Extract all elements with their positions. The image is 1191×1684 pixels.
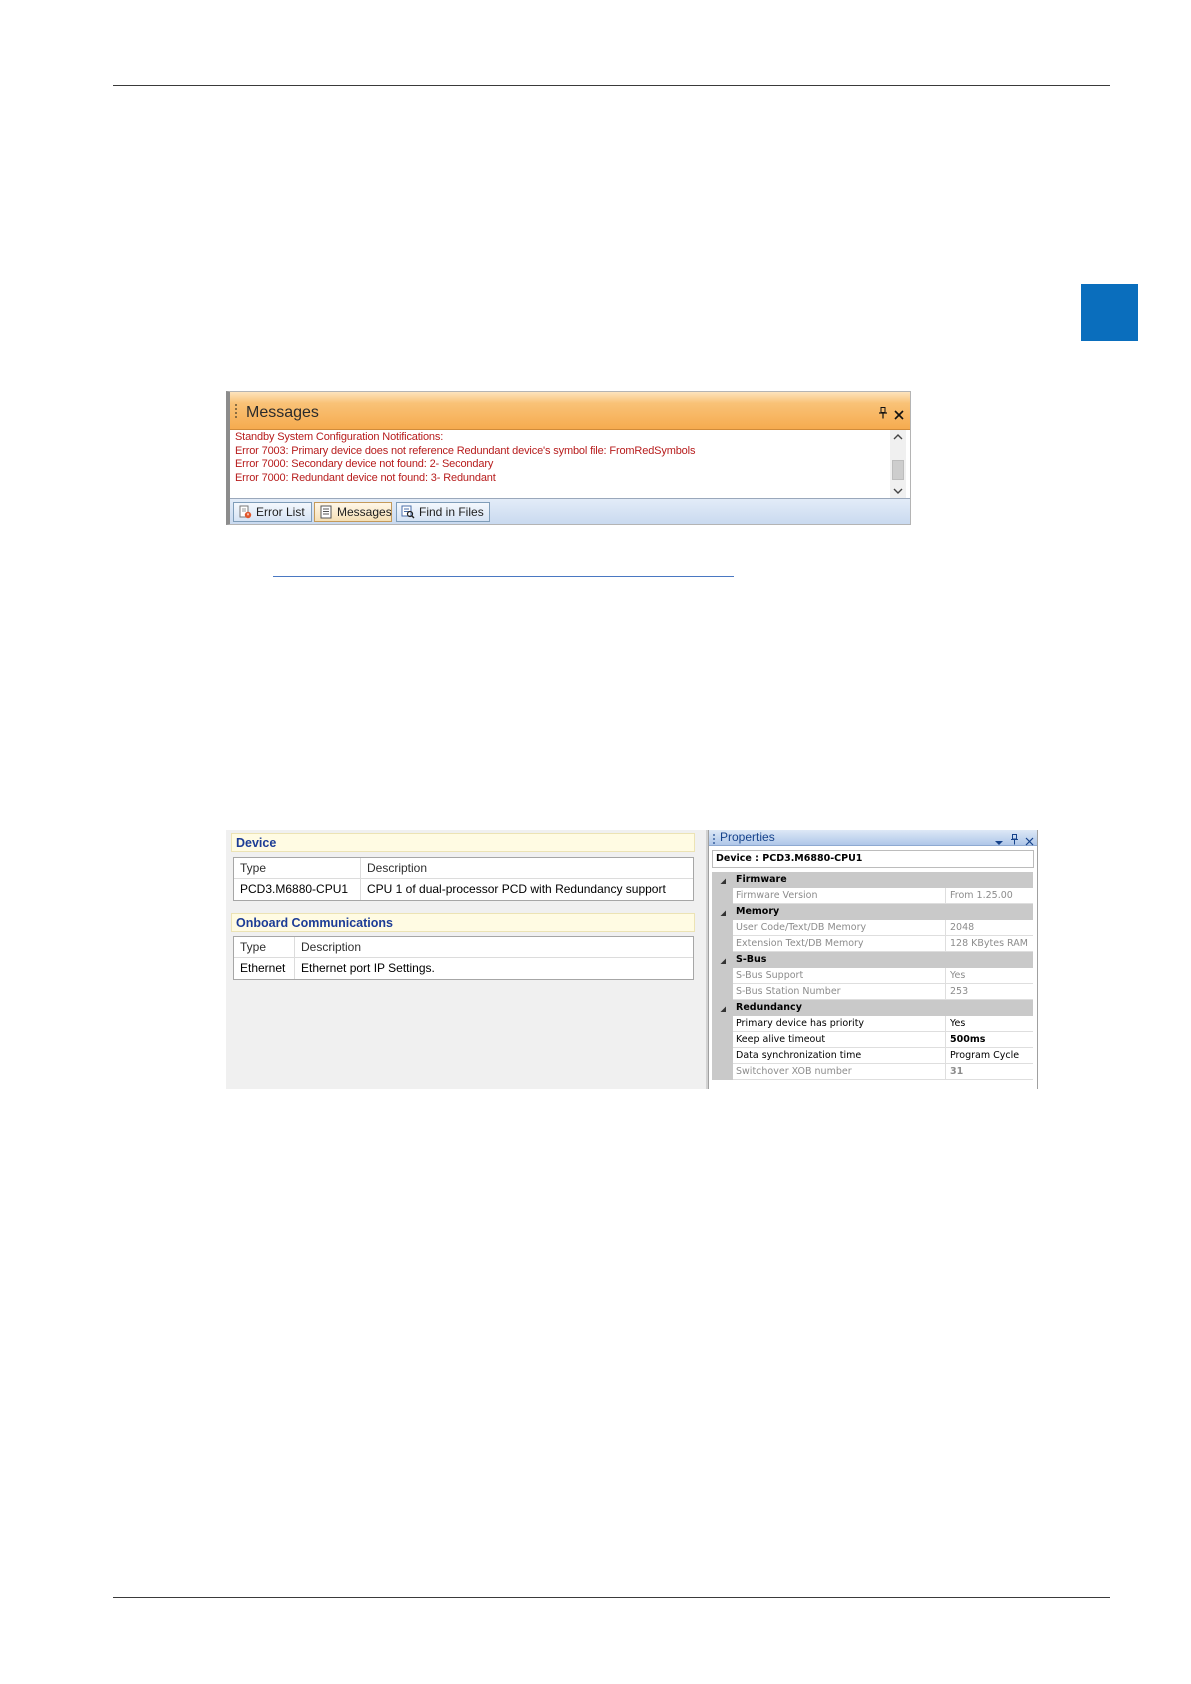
properties-title-bar[interactable] (709, 830, 1037, 846)
tab-error-list[interactable] (233, 502, 312, 522)
grip-icon[interactable] (234, 403, 238, 421)
property-name: Switchover XOB number (733, 1064, 946, 1080)
property-name: S-Bus Support (733, 968, 946, 984)
link-underline[interactable] (273, 576, 734, 577)
row-gutter (712, 984, 733, 1000)
communications-table (233, 936, 694, 980)
property-value[interactable]: Program Cycle (946, 1048, 1033, 1064)
cell-type: Ethernet (234, 958, 295, 979)
property-name: User Code/Text/DB Memory (733, 920, 946, 936)
find-in-files-icon (401, 505, 415, 519)
collapse-triangle-icon[interactable] (720, 877, 727, 884)
row-gutter (712, 1000, 733, 1016)
messages-panel (226, 391, 911, 525)
scrollbar-thumb[interactable] (892, 460, 904, 480)
category-memory[interactable] (712, 904, 1033, 920)
section-title: Onboard Communications (236, 916, 393, 930)
property-value[interactable]: 128 KBytes RAM (946, 936, 1033, 952)
row-gutter (712, 968, 733, 984)
properties-title: Properties (720, 830, 775, 844)
table-header-row (234, 858, 693, 879)
onboard-communications-header[interactable] (231, 913, 695, 932)
column-header-description: Description (301, 940, 362, 954)
section-title: Device (236, 836, 277, 850)
messages-output[interactable] (230, 430, 910, 499)
category-label: S-Bus (733, 952, 1033, 968)
close-icon[interactable] (1025, 833, 1034, 842)
category-label: Firmware (733, 872, 1033, 888)
scroll-down-icon[interactable] (890, 484, 906, 498)
property-value[interactable]: 253 (946, 984, 1033, 1000)
tab-label: Error List (256, 505, 305, 519)
property-switchover-xob-number[interactable] (712, 1064, 1033, 1080)
device-table (233, 857, 694, 901)
cell-description: Ethernet port IP Settings. (301, 961, 435, 975)
tab-find-in-files[interactable] (396, 502, 490, 522)
category-label: Redundancy (733, 1000, 1033, 1016)
table-row[interactable] (234, 958, 693, 979)
tab-label: Messages (337, 505, 392, 519)
category-firmware[interactable] (712, 872, 1033, 888)
row-gutter (712, 1032, 733, 1048)
cell-description: CPU 1 of dual-processor PCD with Redundancy support (367, 882, 666, 896)
table-header-row (234, 937, 693, 958)
row-gutter (712, 1016, 733, 1032)
tab-label: Find in Files (419, 505, 484, 519)
row-gutter (712, 1048, 733, 1064)
property-data-synchronization-time[interactable] (712, 1048, 1033, 1064)
message-list (235, 431, 885, 485)
table-row[interactable] (234, 879, 693, 900)
property-value[interactable]: 2048 (946, 920, 1033, 936)
device-configurator-view (226, 830, 1040, 1089)
messages-header[interactable] (230, 392, 910, 430)
row-gutter (712, 920, 733, 936)
property-value[interactable]: From 1.25.00 (946, 888, 1033, 904)
property-value[interactable]: 500ms (946, 1032, 1033, 1048)
property-primary-device-priority[interactable] (712, 1016, 1033, 1032)
collapse-triangle-icon[interactable] (720, 909, 727, 916)
footer-rule (113, 1597, 1110, 1598)
property-value[interactable]: Yes (946, 1016, 1033, 1032)
scroll-up-icon[interactable] (890, 430, 906, 444)
row-gutter (712, 952, 733, 968)
tab-messages[interactable] (314, 502, 392, 522)
property-extension-memory[interactable] (712, 936, 1033, 952)
column-header-description: Description (367, 861, 428, 875)
property-s-bus-station-number[interactable] (712, 984, 1033, 1000)
collapse-triangle-icon[interactable] (720, 1005, 727, 1012)
pin-icon[interactable] (1010, 832, 1019, 843)
device-section-header[interactable] (231, 833, 695, 852)
property-user-code-memory[interactable] (712, 920, 1033, 936)
properties-panel (708, 830, 1038, 1089)
message-line: Error 7000: Redundant device not found: 3- Redundant (235, 471, 496, 484)
property-name: Keep alive timeout (733, 1032, 946, 1048)
pin-icon[interactable] (878, 406, 888, 418)
selected-object-combo[interactable]: Device : PCD3.M6880-CPU1 (712, 850, 1034, 868)
header-rule (113, 85, 1110, 86)
cell-type: PCD3.M6880-CPU1 (234, 879, 361, 900)
grip-icon[interactable] (712, 832, 716, 844)
row-gutter (712, 872, 733, 888)
property-name: Extension Text/DB Memory (733, 936, 946, 952)
property-value[interactable]: Yes (946, 968, 1033, 984)
device-overview-pane (226, 830, 706, 1089)
property-keep-alive-timeout[interactable] (712, 1032, 1033, 1048)
row-gutter (712, 888, 733, 904)
property-name: S-Bus Station Number (733, 984, 946, 1000)
column-header-type: Type (234, 858, 361, 878)
property-s-bus-support[interactable] (712, 968, 1033, 984)
vertical-scrollbar[interactable] (890, 430, 906, 498)
property-name: Firmware Version (733, 888, 946, 904)
property-name: Data synchronization time (733, 1048, 946, 1064)
chapter-marker (1081, 284, 1138, 341)
property-name: Primary device has priority (733, 1016, 946, 1032)
dropdown-arrow-icon[interactable] (995, 834, 1003, 842)
property-firmware-version[interactable] (712, 888, 1033, 904)
column-header-type: Type (234, 937, 295, 957)
property-value[interactable]: 31 (946, 1064, 1033, 1080)
messages-icon (319, 505, 333, 519)
category-redundancy[interactable] (712, 1000, 1033, 1016)
message-line: Error 7003: Primary device does not reference Redundant device's symbol file: FromRedSymbols (235, 444, 696, 457)
message-line: Error 7000: Secondary device not found: 2- Secondary (235, 458, 494, 470)
category-s-bus[interactable] (712, 952, 1033, 968)
property-grid (712, 872, 1033, 1080)
messages-title: Messages (246, 404, 319, 421)
message-line: Standby System Configuration Notifications: (235, 431, 444, 443)
row-gutter (712, 936, 733, 952)
collapse-triangle-icon[interactable] (720, 957, 727, 964)
close-icon[interactable] (894, 407, 904, 417)
row-gutter (712, 1064, 733, 1080)
row-gutter (712, 904, 733, 920)
messages-tab-bar (230, 499, 910, 525)
category-label: Memory (733, 904, 1033, 920)
error-list-icon (238, 505, 252, 519)
